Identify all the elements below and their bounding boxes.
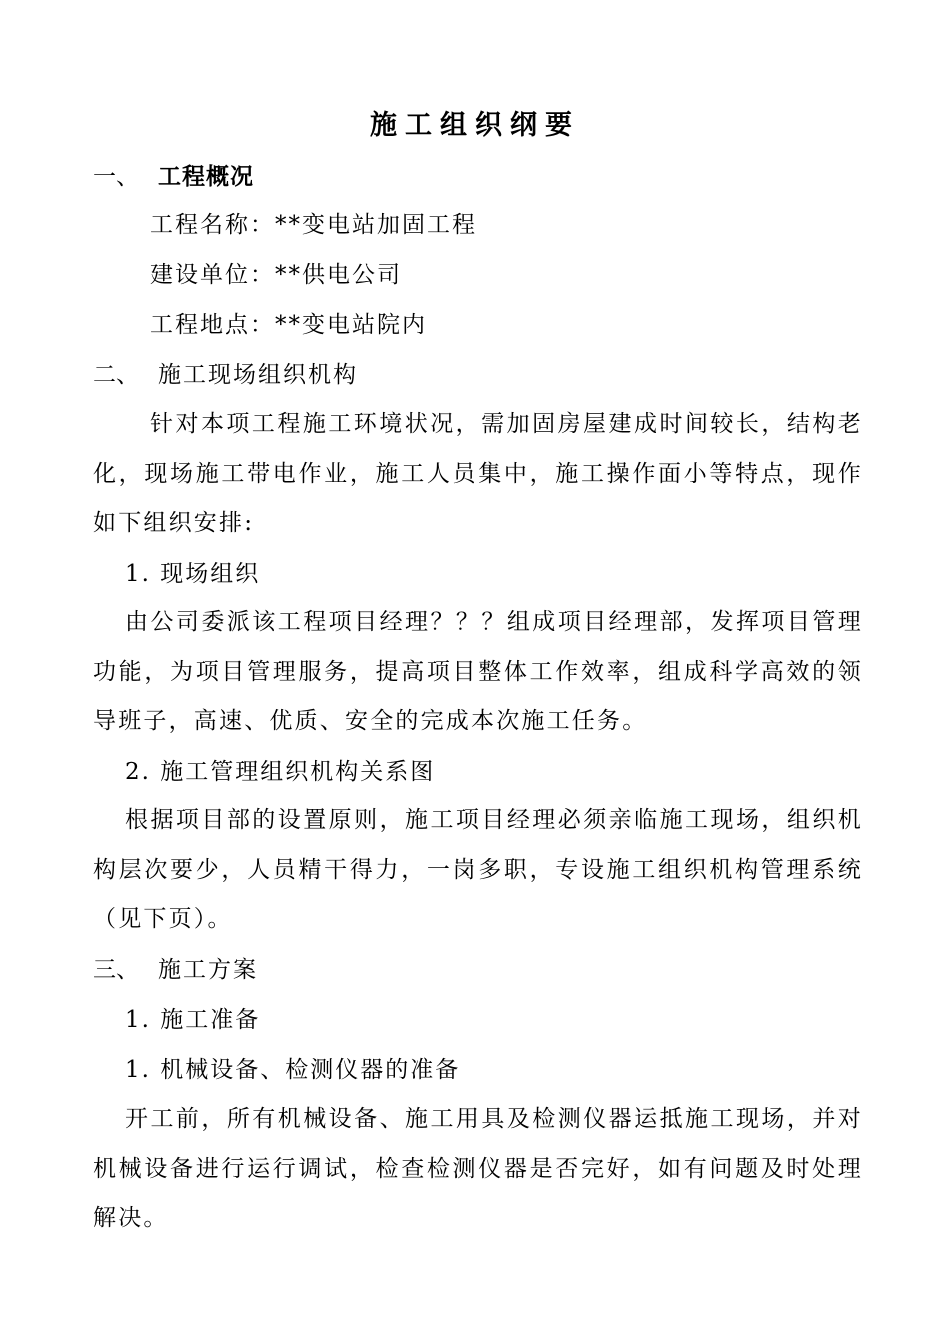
subsection-preparation-title: 1. 施工准备: [125, 1007, 261, 1033]
subsection-equipment-title: 1. 机械设备、检测仪器的准备: [125, 1057, 461, 1083]
section-3-number: 三、: [93, 957, 139, 983]
section-3-heading: 施工方案: [158, 957, 258, 983]
document-title: 施工组织纲要: [370, 110, 580, 141]
subsection-org-chart-text: 根据项目部的设置原则，施工项目经理必须亲临施工现场，组织机构层次要少，人员精干得力，一岗多职，专设施工组织机构管理系统（见下页）。: [93, 807, 863, 932]
section-1-heading: 工程概况: [158, 164, 254, 190]
project-name-line: 工程名称：**变电站加固工程: [150, 212, 477, 238]
section-2-number: 二、: [93, 362, 139, 388]
section-1-number: 一、: [93, 164, 139, 190]
owner-line: 建设单位：**供电公司: [150, 262, 402, 288]
section-2-intro-paragraph: 针对本项工程施工环境状况，需加固房屋建成时间较长，结构老化，现场施工带电作业，施工人员集中，施工操作面小等特点，现作如下组织安排:: [93, 411, 863, 536]
site-location-line: 工程地点：**变电站院内: [150, 312, 427, 338]
subsection-org-chart-title: 2. 施工管理组织机构关系图: [125, 759, 436, 785]
subsection-site-organization-text: 由公司委派该工程项目经理？？？组成项目经理部，发挥项目管理功能，为项目管理服务，提高项目整体工作效率，组成科学高效的领导班子，高速、优质、安全的完成本次施工任务。: [93, 609, 863, 734]
subsection-equipment-text: 开工前，所有机械设备、施工用具及检测仪器运抵施工现场，并对机械设备进行运行调试，检查检测仪器是否完好，如有问题及时处理解决。: [93, 1106, 863, 1231]
section-2-heading: 施工现场组织机构: [158, 362, 358, 388]
subsection-site-organization-title: 1. 现场组织: [125, 561, 261, 587]
